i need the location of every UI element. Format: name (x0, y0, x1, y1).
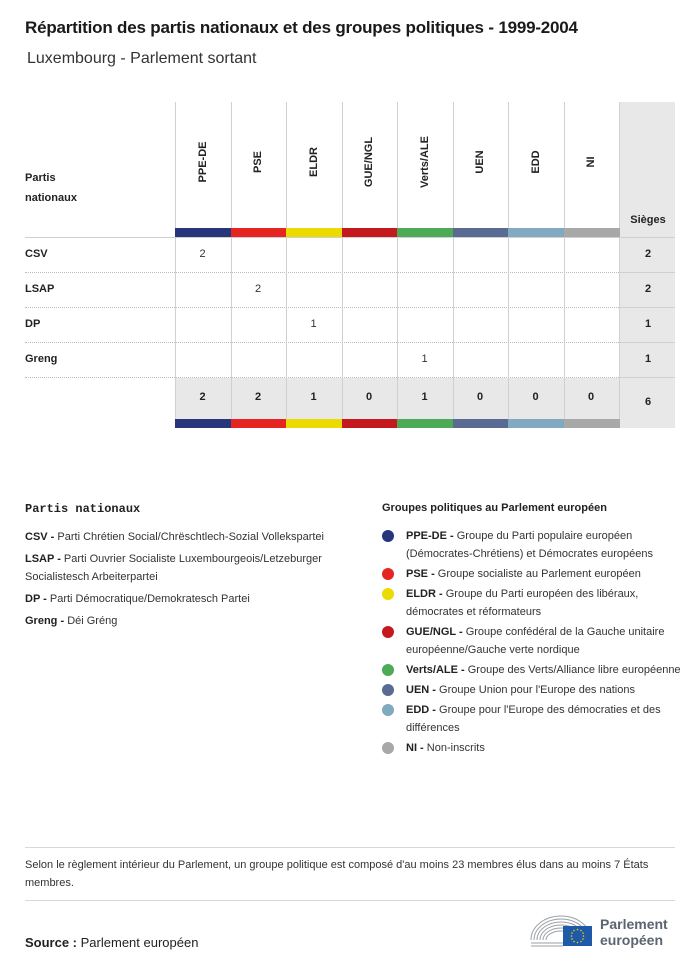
group-code: EDD (406, 704, 430, 716)
color-dot-icon (382, 664, 394, 676)
group-column-header (508, 102, 563, 228)
row-divider (619, 377, 675, 378)
party-row-label: CSV (25, 248, 48, 260)
legend-party-item: Greng - Déi Gréng (25, 615, 118, 627)
group-color-bar (175, 419, 231, 428)
seats-value: 2 (644, 283, 652, 295)
group-column-header (397, 102, 452, 228)
group-color-bar (508, 419, 564, 428)
source-line (25, 935, 198, 950)
group-color-bar (342, 419, 398, 428)
color-dot-icon (382, 588, 394, 600)
table-cell: 1 (421, 353, 428, 365)
group-total: 1 (310, 391, 317, 403)
legend-political-groups (382, 502, 682, 759)
group-column-header (175, 102, 230, 228)
legend-group-item: NI - Non-inscrits (382, 739, 682, 757)
group-code: Verts/ALE (406, 664, 458, 676)
party-name: Parti Ouvrier Socialiste Luxembourgeois/Letzeburger Socialistesch Arbeiterpartei (25, 553, 322, 583)
group-name: Groupe Union pour l'Europe des nations (439, 684, 635, 696)
group-color-bar (175, 228, 231, 237)
group-code: PPE-DE (406, 530, 447, 542)
seats-value: 1 (644, 353, 652, 365)
group-total: 0 (476, 391, 484, 403)
party-row-label: Greng (25, 353, 58, 365)
group-code-label: NI (585, 156, 597, 168)
group-color-bar (397, 419, 453, 428)
legend-party-item: LSAP - Parti Ouvrier Socialiste Luxembourgeois/Letzeburger Socialistesch Arbeiterpartei (25, 553, 322, 583)
total-seats-value: 6 (644, 396, 652, 408)
group-total: 2 (199, 391, 206, 403)
party-code: Greng (25, 615, 58, 627)
legend-party-item: CSV - Parti Chrétien Social/Chrëschtlech-Sozial Vollekspartei (25, 531, 324, 543)
group-color-bar (231, 419, 287, 428)
party-code: DP (25, 593, 41, 605)
hemicycle-icon (529, 910, 593, 950)
group-total: 1 (421, 391, 428, 403)
party-name: Parti Démocratique/Demokratesch Partei (49, 593, 250, 605)
group-name: Non-inscrits (426, 742, 485, 754)
party-code: CSV (25, 531, 48, 543)
group-name: Groupe confédéral de la Gauche unitaire européenne/Gauche verte nordique (406, 626, 665, 656)
color-dot-icon (382, 742, 394, 754)
group-column-header (342, 102, 397, 228)
group-total: 2 (254, 391, 262, 403)
group-total: 0 (365, 391, 373, 403)
legend-groups-title: Groupes politiques au Parlement européen (382, 502, 607, 514)
seat-distribution-table (25, 102, 675, 428)
legend-group-item: EDD - Groupe pour l'Europe des démocraties et des différences (382, 701, 682, 737)
page-title: Répartition des partis nationaux et des groupes politiques - 1999-2004 (25, 18, 578, 37)
row-divider (619, 272, 675, 273)
group-name: Groupe socialiste au Parlement européen (437, 568, 641, 580)
group-code: PSE (406, 568, 429, 580)
color-dot-icon (382, 704, 394, 716)
party-name: Déi Gréng (67, 615, 118, 627)
group-code: GUE/NGL (406, 626, 456, 638)
footnote: Selon le règlement intérieur du Parlement, un groupe politique est composé d'au moins 23 membres élus dans au moins 7 États membres. (25, 859, 649, 889)
legend-national-parties (25, 502, 355, 634)
group-name: Groupe pour l'Europe des démocraties et des différences (406, 704, 661, 734)
page-subtitle: Luxembourg - Parlement sortant (27, 50, 257, 67)
group-code: UEN (406, 684, 430, 696)
group-code-label: PSE (252, 150, 264, 174)
group-column-header (453, 102, 508, 228)
row-divider (619, 307, 675, 308)
seats-header: Sièges (630, 214, 666, 226)
group-color-bar (453, 228, 509, 237)
group-color-bar (453, 419, 509, 428)
color-dot-icon (382, 626, 394, 638)
source-value: Parlement européen (80, 935, 199, 950)
group-color-bar (231, 228, 287, 237)
group-color-bar (342, 228, 398, 237)
group-column-header (286, 102, 341, 228)
group-column-header (231, 102, 286, 228)
group-code: ELDR (406, 588, 436, 600)
logo-text: Parlement européen (600, 916, 668, 948)
party-row-label: DP (25, 318, 41, 330)
group-total: 0 (587, 391, 595, 403)
legend-group-item: UEN - Groupe Union pour l'Europe des nations (382, 681, 682, 699)
group-code-label: UEN (474, 150, 486, 174)
party-row-label: LSAP (25, 283, 55, 295)
table-cell: 2 (199, 248, 206, 260)
row-header-label: Partis nationaux (25, 172, 77, 204)
table-cell: 1 (310, 318, 317, 330)
legend-group-item: PSE - Groupe socialiste au Parlement européen (382, 565, 682, 583)
legend-group-item: PPE-DE - Groupe du Parti populaire européen (Démocrates-Chrétiens) et Démocrates européens (382, 527, 682, 563)
divider (25, 847, 675, 848)
seats-value: 1 (644, 318, 652, 330)
legend-group-item: ELDR - Groupe du Parti européen des libéraux, démocrates et réformateurs (382, 585, 682, 621)
group-color-bar (397, 228, 453, 237)
group-name: Groupe du Parti populaire européen (Démocrates-Chrétiens) et Démocrates européens (406, 530, 653, 560)
group-code: NI (406, 742, 417, 754)
group-color-bar (508, 228, 564, 237)
group-code-label: GUE/NGL (363, 136, 375, 188)
group-code-label: PPE-DE (196, 141, 209, 183)
divider (25, 900, 675, 901)
color-dot-icon (382, 684, 394, 696)
group-code-label: ELDR (307, 147, 320, 177)
row-divider (619, 342, 675, 343)
legend-party-item: DP - Parti Démocratique/Demokratesch Partei (25, 593, 250, 605)
party-code: LSAP (25, 553, 55, 565)
group-color-bar (564, 419, 620, 428)
group-code-label: EDD (529, 150, 542, 174)
legend-group-item: Verts/ALE - Groupe des Verts/Alliance libre européenne (382, 661, 682, 679)
party-name: Parti Chrétien Social/Chrëschtlech-Sozial Vollekspartei (57, 531, 324, 543)
legend-parties-title: Partis nationaux (25, 502, 141, 516)
seats-column (619, 102, 675, 428)
source-label: Source : (25, 935, 78, 950)
legend-group-item: GUE/NGL - Groupe confédéral de la Gauche unitaire européenne/Gauche verte nordique (382, 623, 682, 659)
group-color-bar (286, 419, 342, 428)
group-color-bar (564, 228, 620, 237)
group-code-label: Verts/ALE (418, 136, 431, 188)
group-color-bar (286, 228, 342, 237)
color-dot-icon (382, 530, 394, 542)
group-total: 0 (532, 391, 539, 403)
group-column-header (564, 102, 619, 228)
table-cell: 2 (254, 283, 262, 295)
color-dot-icon (382, 568, 394, 580)
group-name: Groupe des Verts/Alliance libre européenne (467, 664, 681, 676)
seats-value: 2 (644, 248, 652, 260)
group-name: Groupe du Parti européen des libéraux, démocrates et réformateurs (406, 588, 639, 618)
parliament-logo (529, 910, 679, 950)
